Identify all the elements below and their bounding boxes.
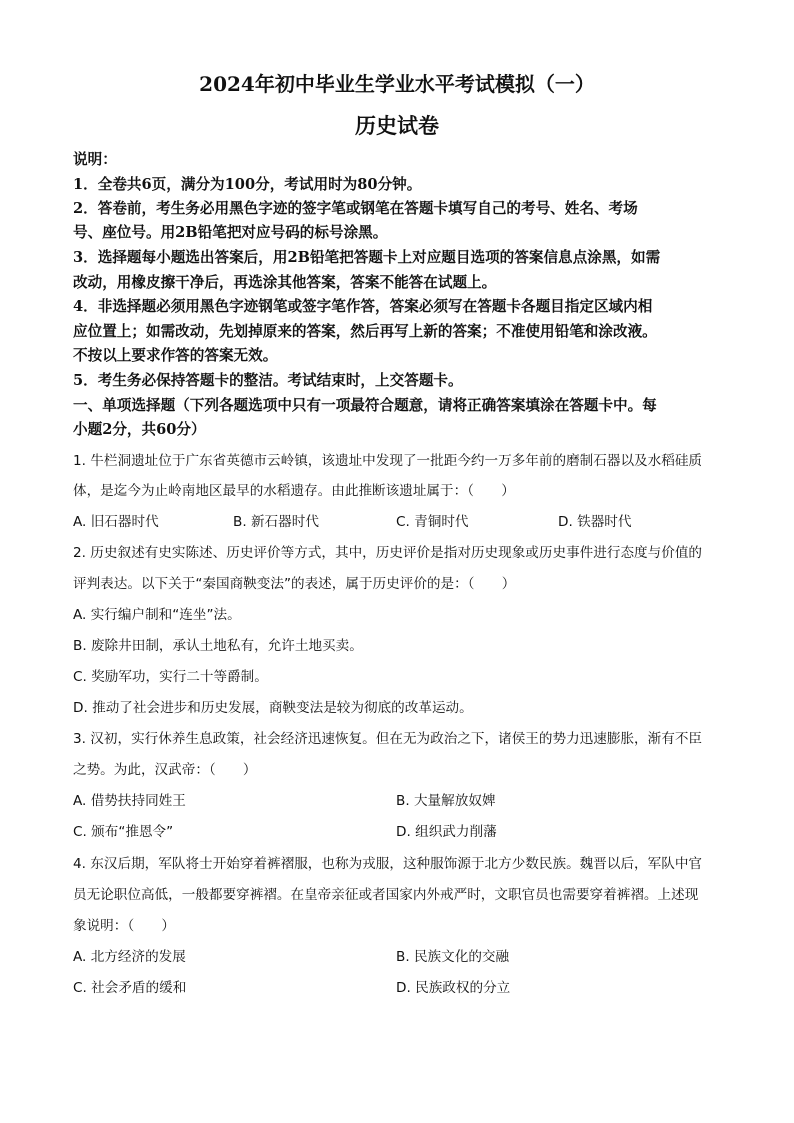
question-2-stem: 评判表达。以下关于“秦国商鞅变法”的表述，属于历史评价的是：（ ） [73,576,516,592]
question-4-stem: 象说明：（ ） [73,918,175,934]
instructions-heading: 说明： [73,151,117,168]
question-3-option-d: D. 组织武力削藩 [396,824,497,840]
instruction-line: 不按以上要求作答的答案无效。 [73,347,278,364]
question-1-option-b: B. 新石器时代 [233,514,319,530]
exam-subject: 历史试卷 [355,113,439,138]
question-4-stem: 员无论职位高低，一般都要穿裤褶。在皇帝亲征或者国家内外戒严时，文职官员也需要穿着裤褶。上述现 [73,887,699,903]
section-heading-cont: 小题2分，共60分） [73,421,206,438]
instruction-line: 号、座位号。用2B铅笔把对应号码的标号涂黑。 [73,224,388,241]
instruction-line: 2．答卷前，考生务必用黑色字迹的签字笔或钢笔在答题卡填写自己的考号、姓名、考场 [73,200,638,217]
question-4-option-b: B. 民族文化的交融 [396,949,510,965]
question-2-option-b: B. 废除井田制，承认土地私有，允许土地买卖。 [73,638,363,654]
question-4-option-d: D. 民族政权的分立 [396,980,511,996]
question-2-option-d: D. 推动了社会进步和历史发展，商鞅变法是较为彻底的改革运动。 [73,700,473,716]
question-1-stem: 1. 牛栏洞遗址位于广东省英德市云岭镇，该遗址中发现了一批距今约一万多年前的磨制石器以及水稻硅质 [73,453,703,469]
question-2-stem: 2. 历史叙述有史实陈述、历史评价等方式，其中，历史评价是指对历史现象或历史事件进行态度与价值的 [73,545,703,561]
question-4-stem: 4. 东汉后期，军队将士开始穿着裤褶服，也称为戎服，这种服饰源于北方少数民族。魏晋以后，军队中官 [73,856,703,872]
question-1-option-c: C. 青铜时代 [396,514,469,530]
question-3-option-a: A. 借势扶持同姓王 [73,793,186,809]
question-3-stem: 3. 汉初，实行休养生息政策，社会经济迅速恢复。但在无为政治之下，诸侯王的势力迅速膨胀，渐有不臣 [73,731,703,747]
question-2-option-c: C. 奖励军功，实行二十等爵制。 [73,669,268,685]
instruction-line: 1．全卷共6页，满分为100分，考试用时为80分钟。 [73,176,422,193]
instruction-line: 3．选择题每小题选出答案后，用2B铅笔把答题卡上对应题目选项的答案信息点涂黑，如需 [73,249,661,266]
section-heading: 一、单项选择题（下列各题选项中只有一项最符合题意，请将正确答案填涂在答题卡中。每 [73,397,657,414]
question-4-option-a: A. 北方经济的发展 [73,949,186,965]
question-2-option-a: A. 实行编户制和“连坐”法。 [73,607,241,623]
instruction-line: 应位置上；如需改动，先划掉原来的答案，然后再写上新的答案；不准使用铅笔和涂改液。 [73,323,657,340]
instruction-line: 4．非选择题必须用黑色字迹钢笔或签字笔作答，答案必须写在答题卡各题目指定区域内相 [73,298,653,315]
instruction-line: 5．考生务必保持答题卡的整洁。考试结束时，上交答题卡。 [73,372,463,389]
question-3-stem: 之势。为此，汉武帝：（ ） [73,762,257,778]
question-1-stem: 体，是迄今为止岭南地区最早的水稻遗存。由此推断该遗址属于：（ ） [73,483,515,499]
question-3-option-b: B. 大量解放奴婢 [396,793,496,809]
exam-title: 2024年初中毕业生学业水平考试模拟（一） [199,72,595,96]
question-1-option-a: A. 旧石器时代 [73,514,159,530]
question-1-option-d: D. 铁器时代 [558,514,632,530]
question-4-option-c: C. 社会矛盾的缓和 [73,980,187,996]
question-3-option-c: C. 颁布“推恩令” [73,824,174,840]
instruction-line: 改动，用橡皮擦干净后，再选涂其他答案，答案不能答在试题上。 [73,274,497,291]
